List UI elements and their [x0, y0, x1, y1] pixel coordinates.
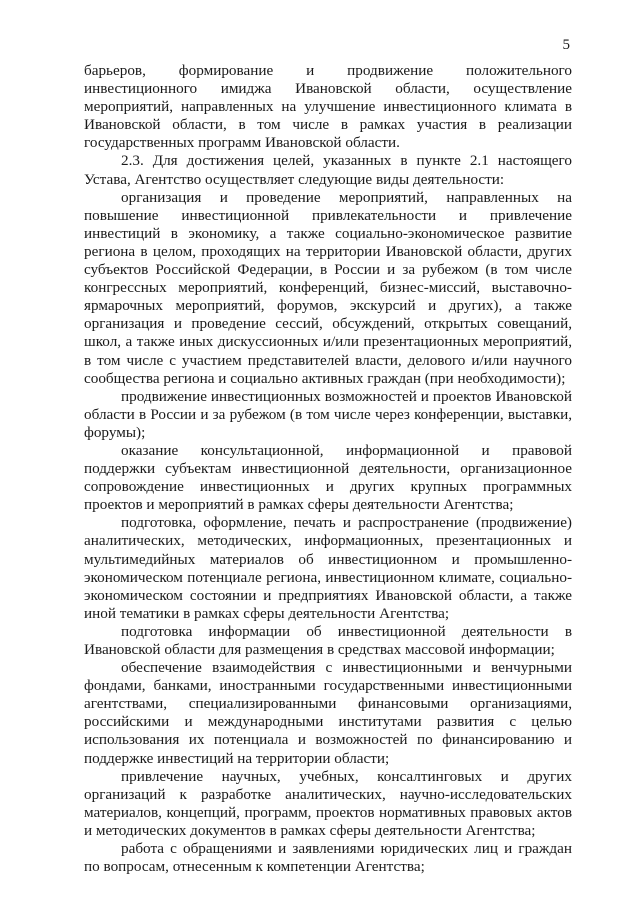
paragraph-continuation: барьеров, формирование и продвижение положительного инвестиционного имиджа Ивановской области, осуществление мероприятий, направленных на улучшение инвестиционного климата в Ивановской области, в том числе в рамках участия в реализации государственных программ Ивановской области. [84, 62, 572, 152]
page-number: 5 [562, 37, 570, 53]
paragraph-activity-media: подготовка информации об инвестиционной деятельности в Ивановской области для размещения в средствах массовой информации; [84, 622, 572, 658]
paragraph-activity-research: привлечение научных, учебных, консалтинговых и других организаций к разработке аналитических, научно-исследовательских материалов, концепций, программ, проектов нормативных правовых актов и методических документов в рамках сферы деятельности Агентства; [84, 767, 572, 839]
paragraph-activity-funds: обеспечение взаимодействия с инвестиционными и венчурными фондами, банками, иностранными государственными инвестиционными агентствами, специализированными финансовыми организациями, российскими и международными институтами развития с целью использования их потенциала и возможностей по финансированию и поддержке инвестиций на территории области; [84, 659, 572, 767]
paragraph-activity-appeals: работа с обращениями и заявлениями юридических лиц и граждан по вопросам, отнесенным к компетенции Агентства; [84, 840, 572, 876]
paragraph-activity-consulting: оказание консультационной, информационной и правовой поддержки субъектам инвестиционной деятельности, организационное сопровождение инвестиционных и других крупных программных проектов и мероприятий в рамках сферы деятельности Агентства; [84, 441, 572, 514]
document-body [84, 62, 572, 876]
paragraph-activity-promotion: продвижение инвестиционных возможностей и проектов Ивановской области в России и за рубежом (в том числе через конференции, выставки, форумы); [84, 387, 572, 441]
paragraph-activity-events: организация и проведение мероприятий, направленных на повышение инвестиционной привлекательности и привлечение инвестиций в экономику, а также социально-экономическое развитие региона в целом, проходящих на территории Ивановской области, других субъектов Российской Федерации, в России и за рубежом (в том числе конгрессных мероприятий, конференций, бизнес-миссий, выставочно-ярмарочных мероприятий, форумов, экскурсий и других), а также организация и проведение сессий, обсуждений, открытых совещаний, школ, а также иных дискуссионных и/или презентационных мероприятий, в том числе с участием представителей власти, делового и/или научного сообщества региона и социально активных граждан (при необходимости); [84, 188, 572, 387]
paragraph-clause-2-3: 2.3. Для достижения целей, указанных в пункте 2.1 настоящего Устава, Агентство осуществляет следующие виды деятельности: [84, 152, 572, 188]
paragraph-activity-materials: подготовка, оформление, печать и распространение (продвижение) аналитических, методических, информационных, презентационных и мультимедийных материалов об инвестиционном и промышленно-экономическом потенциале региона, инвестиционном климате, социально-экономическом состоянии и предприятиях Ивановской области, а также иной тематики в рамках сферы деятельности Агентства; [84, 514, 572, 622]
